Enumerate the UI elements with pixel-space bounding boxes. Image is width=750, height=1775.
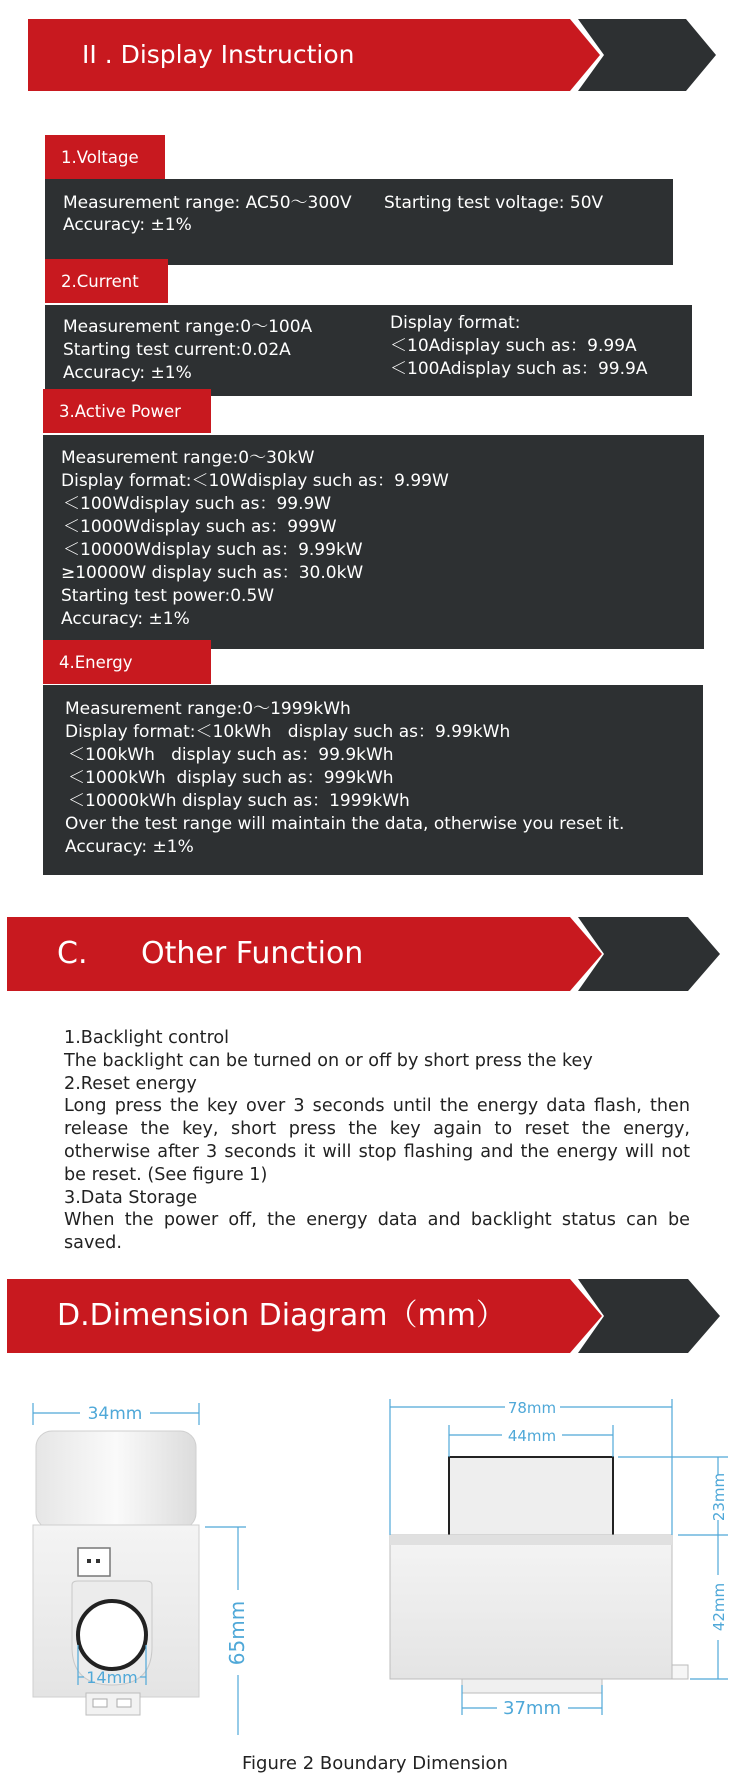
- dim-hole-14: 14mm: [86, 1668, 138, 1687]
- other-heading: 2.Reset energy: [64, 1073, 197, 1094]
- section-letter-other: C.: [57, 936, 88, 971]
- current-format-1: ＜10Adisplay such as：9.99A: [390, 336, 637, 356]
- section-banner-display: [0, 19, 750, 95]
- section-banner-other: [0, 917, 750, 993]
- dim-width-78: 78mm: [507, 1399, 557, 1417]
- dim-height-65: 65mm: [225, 1600, 249, 1666]
- dimension-diagram: [0, 1385, 750, 1735]
- voltage-accuracy: Accuracy: ±1%: [63, 215, 192, 235]
- current-start: Starting test current:0.02A: [63, 340, 291, 360]
- power-line: Accuracy: ±1%: [61, 609, 190, 629]
- other-heading: 1.Backlight control: [64, 1028, 230, 1048]
- other-paragraph: Long press the key over 3 seconds until the energy data flash, then release the key, short press the key again to reset the energy, otherwise after 3 seconds it will stop flashing and the energy will not be reset. (See figure 1): [64, 1096, 690, 1185]
- tab-active-power: 3.Active Power: [43, 389, 211, 433]
- section-title-dimension: D.Dimension Diagram（mm）: [57, 1298, 506, 1333]
- side-ledge: [390, 1535, 672, 1545]
- power-line: Starting test power:0.5W: [61, 586, 275, 606]
- side-din-rail: [462, 1679, 602, 1693]
- energy-line: ＜1000kWh display such as：999kWh: [68, 768, 394, 788]
- other-function-text: [64, 1027, 690, 1255]
- section-title-other: Other Function: [141, 936, 364, 971]
- key-dot: [96, 1559, 100, 1563]
- section-banner-dimension: [0, 1279, 750, 1355]
- ct-hole: [78, 1601, 146, 1669]
- dim-width-37: 37mm: [503, 1698, 561, 1719]
- power-line: Display format:＜10Wdisplay such as：9.99W: [61, 471, 449, 491]
- power-box: [43, 435, 704, 649]
- current-format-label: Display format:: [390, 313, 521, 333]
- dim-height-42: 42mm: [710, 1582, 728, 1632]
- key-icon: [78, 1548, 110, 1576]
- dim-height-23: 23mm: [710, 1472, 728, 1522]
- energy-line: Accuracy: ±1%: [65, 837, 194, 857]
- banner-arrows: [0, 917, 750, 993]
- energy-line: ＜10000kWh display such as：1999kWh: [68, 791, 410, 811]
- side-lower: [390, 1535, 672, 1679]
- device-top-cap: [36, 1431, 196, 1529]
- key-dot: [87, 1559, 91, 1563]
- energy-line: Over the test range will maintain the data, otherwise you reset it.: [65, 814, 625, 834]
- energy-line: ＜100kWh display such as：99.9kWh: [68, 745, 394, 765]
- voltage-box: [45, 179, 673, 265]
- energy-line: Display format:＜10kWh display such as：9.99kWh: [65, 722, 511, 742]
- dim-width-44: 44mm: [507, 1427, 557, 1445]
- side-clip: [672, 1665, 688, 1679]
- power-line: ＜100Wdisplay such as：99.9W: [63, 494, 332, 514]
- side-upper: [449, 1457, 613, 1545]
- current-format-2: ＜100Adisplay such as：99.9A: [390, 359, 648, 379]
- voltage-start: Starting test voltage: 50V: [384, 193, 604, 213]
- clip-slot: [93, 1699, 107, 1707]
- tab-energy: 4.Energy: [43, 640, 211, 684]
- section-title-display: II . Display Instruction: [82, 40, 355, 69]
- current-range: Measurement range:0～100A: [63, 317, 313, 337]
- tab-current: 2.Current: [45, 259, 168, 303]
- dim-width-34: 34mm: [87, 1404, 143, 1424]
- power-line: Measurement range:0～30kW: [61, 448, 315, 468]
- energy-box: [43, 685, 703, 875]
- figure-caption: Figure 2 Boundary Dimension: [242, 1753, 508, 1774]
- energy-line: Measurement range:0～1999kWh: [65, 699, 351, 719]
- other-paragraph: The backlight can be turned on or off by short press the key: [64, 1050, 593, 1071]
- tab-voltage: 1.Voltage: [45, 135, 165, 179]
- clip-slot: [117, 1699, 131, 1707]
- current-box: [45, 305, 692, 396]
- device-side-view: [390, 1457, 688, 1693]
- power-line: ≥10000W display such as：30.0kW: [61, 563, 364, 583]
- voltage-range: Measurement range: AC50～300V: [63, 193, 352, 213]
- other-heading: 3.Data Storage: [64, 1187, 198, 1208]
- other-paragraph: When the power off, the energy data and backlight status can be saved.: [64, 1210, 690, 1254]
- power-line: ＜10000Wdisplay such as：9.99kW: [63, 540, 363, 560]
- power-line: ＜1000Wdisplay such as：999W: [63, 517, 337, 537]
- current-accuracy: Accuracy: ±1%: [63, 363, 192, 383]
